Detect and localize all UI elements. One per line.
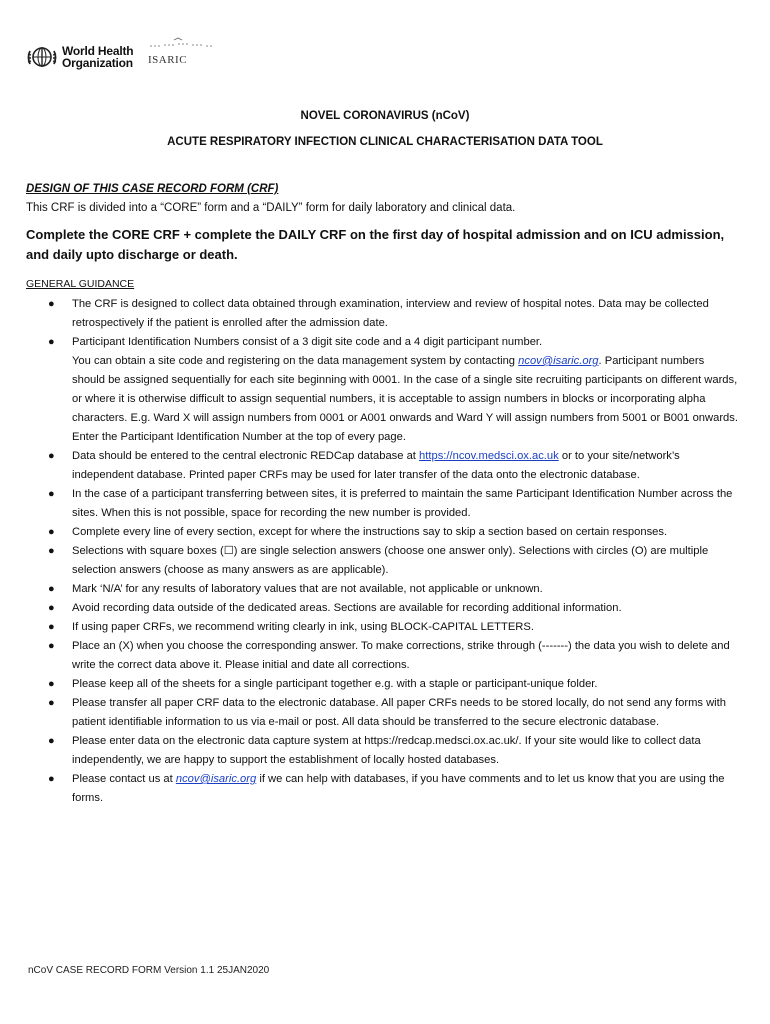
bullet-icon: ● <box>48 526 55 538</box>
bullet-icon: ● <box>48 621 55 633</box>
guidance-heading: GENERAL GUIDANCE <box>26 278 135 290</box>
bullet-icon: ● <box>48 336 55 348</box>
completion-instruction: Complete the CORE CRF + complete the DAILY CRF on the first day of hospital admission and on ICU admission, and daily upto discharge or death. <box>26 227 725 262</box>
document-subtitle: ACUTE RESPIRATORY INFECTION CLINICAL CHARACTERISATION DATA TOOL <box>167 136 603 148</box>
design-heading: DESIGN OF THIS CASE RECORD FORM (CRF) <box>26 183 279 195</box>
list-item: ● Place an (X) when you choose the corresponding answer. To make corrections, strike through (-------) the data you wish to delete and write the correct data above it. Please initial and date all corrections. <box>48 637 738 675</box>
list-item: ● If using paper CRFs, we recommend writing clearly in ink, using BLOCK-CAPITAL LETTERS. <box>48 618 738 637</box>
list-item: ● Participant Identification Numbers consist of a 3 digit site code and a 4 digit participant number. You can obtain a site code and registering on the data management system by contacting ncov@isaric.org. Participant numbers should be assigned sequentially for each site beginning with 0001. In the case of a single site recruiting participants on different wards, or where it is otherwise difficult to assign sequential numbers, it is acceptable to assign numbers in blocks or incorporating alpha characters. E.g. Ward X will assign numbers from 0001 or A001 onwards and Ward Y will assign numbers from 5001 or B001 onwards. Enter the Participant Identification Number at the top of every page. <box>48 333 738 447</box>
bullet-icon: ● <box>48 450 55 462</box>
list-item: ● Mark ‘N/A’ for any results of laboratory values that are not available, not applicable or unknown. <box>48 580 738 599</box>
who-wordmark: World Health Organization <box>62 44 134 70</box>
page-footer: nCoV CASE RECORD FORM Version 1.1 25JAN2020 <box>28 965 270 976</box>
bullet-icon: ● <box>48 602 55 614</box>
bullet-icon: ● <box>48 583 55 595</box>
redcap-link[interactable]: https://ncov.medsci.ox.ac.uk <box>419 450 559 462</box>
document-title: NOVEL CORONAVIRUS (nCoV) <box>300 110 470 122</box>
list-item: ● The CRF is designed to collect data obtained through examination, interview and review of hospital notes. Data may be collected retrospectively if the patient is enrolled after the admission date. <box>48 295 738 333</box>
bullet-icon: ● <box>48 697 55 709</box>
list-item: ● Please transfer all paper CRF data to the electronic database. All paper CRFs needs to be stored locally, do not send any forms with patient identifiable information to us via e-mail or post. All data should be transferred to the secure electronic database. <box>48 694 738 732</box>
intro-text: This CRF is divided into a “CORE” form and a “DAILY” form for daily laboratory and clinical data. <box>26 202 516 214</box>
who-emblem-icon <box>24 42 60 72</box>
isaric-emblem-icon <box>148 36 218 54</box>
guidance-list <box>48 295 738 808</box>
list-item: ● In the case of a participant transferring between sites, it is preferred to maintain the same Participant Identification Number across the sites. When this is not possible, space for recording the new number is provided. <box>48 485 738 523</box>
bullet-icon: ● <box>48 488 55 500</box>
list-item: ● Data should be entered to the central electronic REDCap database at https://ncov.medsci.ox.ac.uk or to your site/network’s independent database. Printed paper CRFs may be used for later transfer of the data onto the electronic database. <box>48 447 738 485</box>
list-item: ● Avoid recording data outside of the dedicated areas. Sections are available for recording additional information. <box>48 599 738 618</box>
bullet-icon: ● <box>48 773 55 785</box>
bullet-icon: ● <box>48 298 55 310</box>
isaric-logo: ISARIC <box>148 36 218 72</box>
bullet-icon: ● <box>48 735 55 747</box>
bullet-icon: ● <box>48 640 55 652</box>
bullet-icon: ● <box>48 678 55 690</box>
header-logos <box>24 36 224 76</box>
list-item: ● Selections with square boxes (☐) are single selection answers (choose one answer only). Selections with circles (O) are multiple selection answers (choose as many answers as are applicable). <box>48 542 738 580</box>
who-logo <box>24 42 133 72</box>
bullet-icon: ● <box>48 545 55 557</box>
email-link[interactable]: ncov@isaric.org <box>518 355 599 367</box>
email-link[interactable]: ncov@isaric.org <box>175 773 257 785</box>
list-item: ● Please contact us at ncov@isaric.org if we can help with databases, if you have comments and to let us know that you are using the forms. <box>48 770 738 808</box>
list-item: ● Complete every line of every section, except for where the instructions say to skip a section based on certain responses. <box>48 523 738 542</box>
list-item: ● Please keep all of the sheets for a single participant together e.g. with a staple or participant-unique folder. <box>48 675 738 694</box>
list-item: ● Please enter data on the electronic data capture system at https://redcap.medsci.ox.ac.uk/. If your site would like to collect data independently, we are happy to support the establishment of locally hosted databases. <box>48 732 738 770</box>
